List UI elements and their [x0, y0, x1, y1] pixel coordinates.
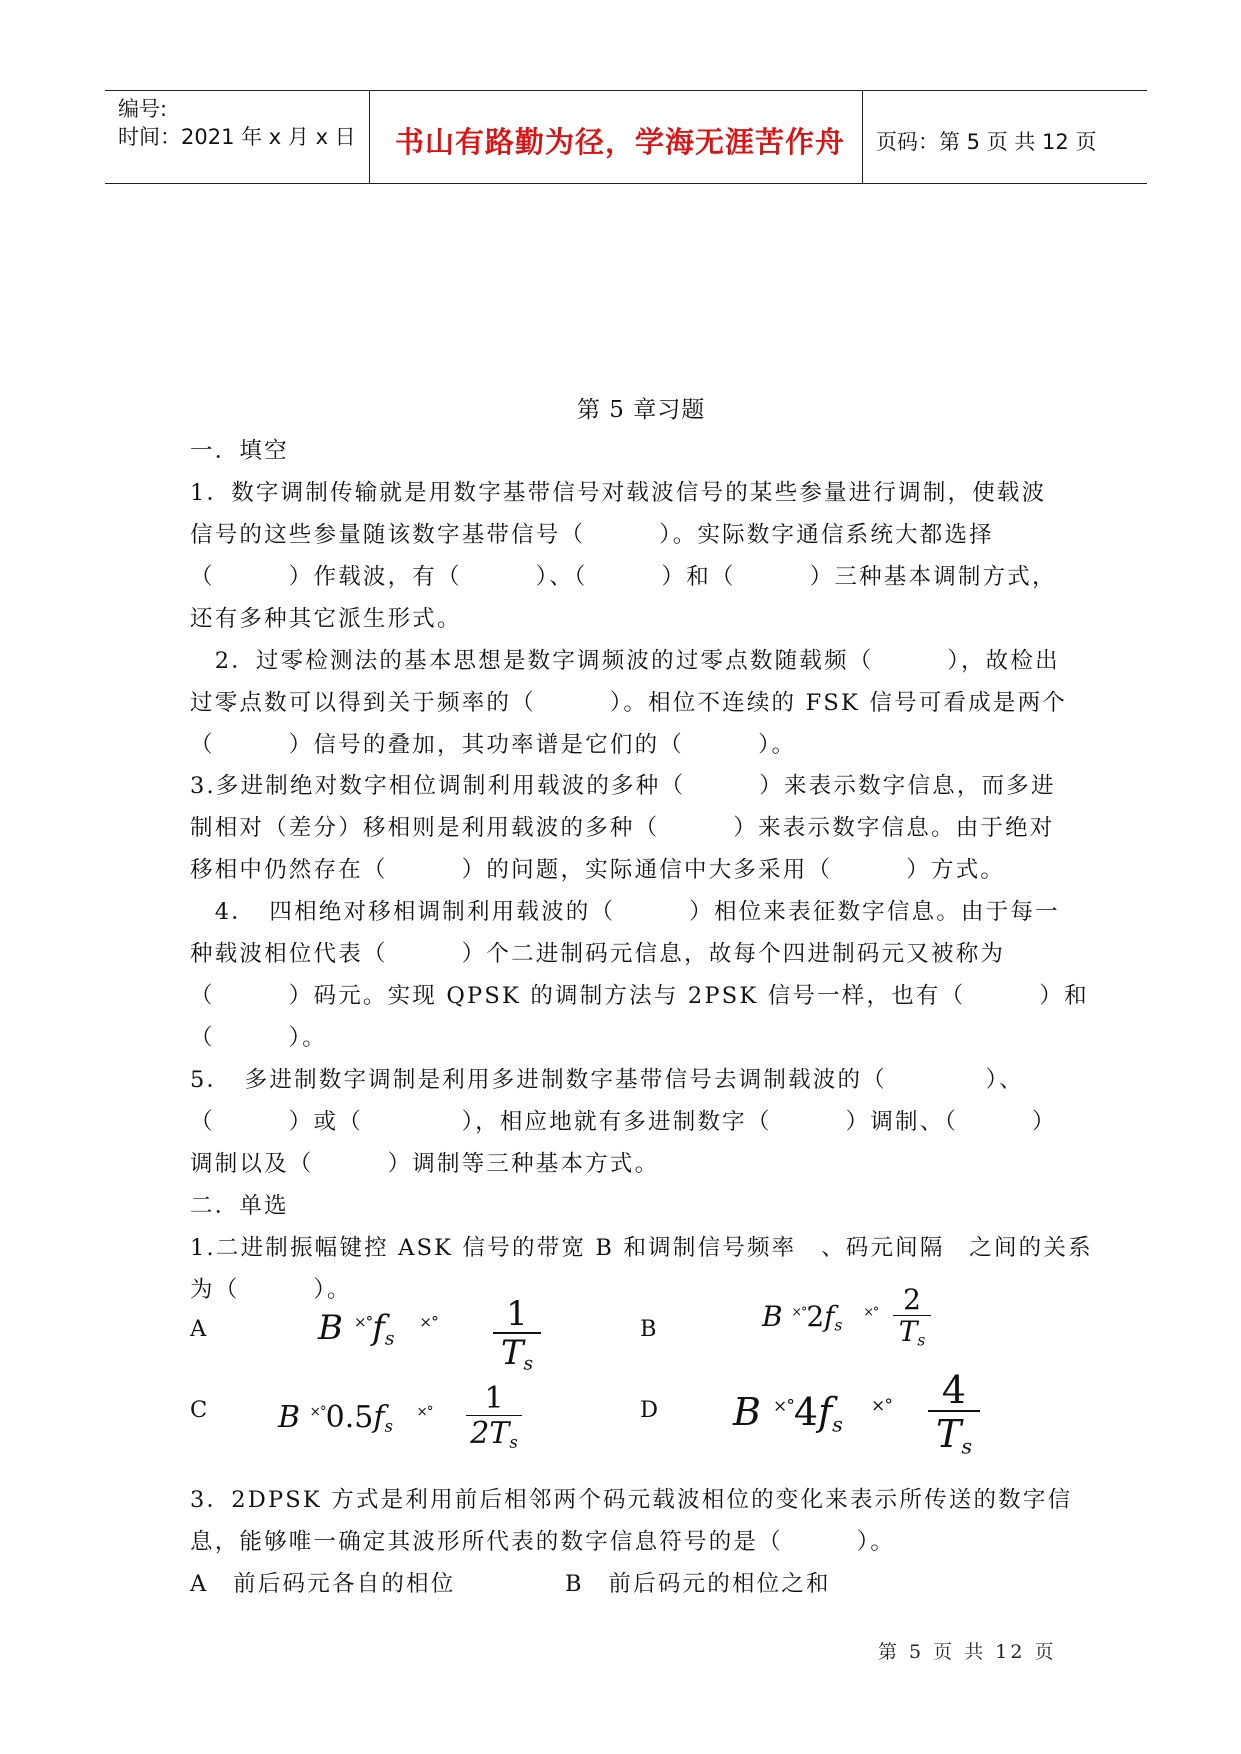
q3-option-a: A 前后码元各自的相位 — [190, 1571, 456, 1597]
fill-line: 还有多种其它派生形式。 — [190, 606, 462, 632]
denominator-sub: s — [917, 1331, 926, 1350]
page-footer: 第 5 页 共 12 页 — [878, 1641, 1057, 1663]
time-label: 时间：2021 年 x 月 x 日 — [118, 125, 356, 149]
formula-lhs: B — [762, 1300, 783, 1333]
formula-glyph: ×° — [309, 1404, 326, 1421]
fraction-denominator — [928, 1412, 980, 1468]
formula-glyph: ×° — [419, 1312, 438, 1331]
formula-sub: s — [832, 1412, 843, 1437]
fraction-numerator: 1 — [506, 1294, 528, 1334]
formula-glyph: ×° — [773, 1396, 794, 1417]
fraction-denominator — [893, 1316, 931, 1357]
formula-coef: 2 — [806, 1300, 825, 1333]
fraction-denominator — [466, 1416, 522, 1461]
section2-heading: 二．单选 — [190, 1193, 289, 1219]
denominator-symbol: T — [500, 1333, 524, 1373]
option-c-fraction — [466, 1383, 522, 1461]
q1-line: 1.二进制振幅键控 ASK 信号的带宽 B 和调制信号频率 、码元间隔 之间的关系 — [190, 1235, 1093, 1261]
page-title: 第 5 章习题 — [577, 397, 706, 423]
formula-glyph: ×° — [416, 1404, 433, 1421]
q3-line: 息，能够唯一确定其波形所代表的数字信息符号的是（ ）。 — [190, 1529, 896, 1555]
header-bottom-border — [105, 183, 1147, 184]
fill-line: 4． 四相绝对移相调制利用载波的（ ）相位来表征数字信息。由于每一 — [190, 899, 1060, 925]
formula-coef: 4 — [793, 1390, 819, 1434]
page-code: 页码：第 5 页 共 12 页 — [876, 130, 1097, 154]
denominator-symbol: 2T — [470, 1416, 510, 1451]
denominator-sub: s — [509, 1432, 518, 1452]
formula-sub: s — [834, 1316, 843, 1335]
option-d-label: D — [640, 1397, 661, 1423]
option-a-fraction — [493, 1296, 541, 1384]
fill-line: （ ）或（ ），相应地就有多进制数字（ ）调制、（ ） — [190, 1109, 1057, 1135]
fill-line: （ ）。 — [190, 1025, 327, 1051]
option-d-formula — [733, 1390, 892, 1436]
option-d-fraction — [928, 1370, 980, 1468]
formula-glyph: ×° — [791, 1303, 807, 1319]
formula-glyph: ×° — [353, 1312, 373, 1331]
header-divider-left — [369, 91, 370, 184]
option-b-fraction — [893, 1285, 931, 1357]
formula-sub: s — [384, 1416, 393, 1436]
formula-glyph: ×° — [871, 1396, 892, 1417]
formula-lhs: B — [733, 1390, 761, 1434]
header-divider-right — [862, 91, 863, 184]
fill-line: 过零点数可以得到关于频率的（ ）。相位不连续的 FSK 信号可看成是两个 — [190, 690, 1067, 716]
option-c-formula — [278, 1400, 433, 1436]
q1-line: 为（ ）。 — [190, 1277, 352, 1303]
formula-mid: f — [818, 1390, 833, 1434]
denominator-symbol: T — [935, 1412, 962, 1456]
fill-line: 5． 多进制数字调制是利用多进制数字基带信号去调制载波的（ ）、 — [190, 1067, 1024, 1093]
denominator-symbol: T — [898, 1315, 918, 1348]
formula-mid: f — [372, 1308, 385, 1348]
option-a-label: A — [190, 1316, 209, 1342]
fill-line: 信号的这些参量随该数字基带信号（ ）。实际数字通信系统大都选择 — [190, 522, 994, 548]
q3-option-b: B 前后码元的相位之和 — [565, 1571, 831, 1597]
fill-line: 种载波相位代表（ ）个二进制码元信息，故每个四进制码元又被称为 — [190, 941, 1006, 967]
formula-mid: f — [824, 1300, 835, 1333]
denominator-sub: s — [961, 1434, 973, 1459]
formula-mid: f — [373, 1400, 385, 1435]
fill-line: 2．过零检测法的基本思想是数字调频波的过零点数随载频（ ），故检出 — [190, 648, 1060, 674]
section1-heading: 一．填空 — [190, 438, 289, 464]
formula-lhs: B — [318, 1308, 343, 1348]
option-b-label: B — [640, 1316, 659, 1342]
header-top-border — [105, 90, 1147, 91]
denominator-sub: s — [523, 1353, 534, 1375]
fill-line: 制相对（差分）移相则是利用载波的多种（ ）来表示数字信息。由于绝对 — [190, 815, 1055, 841]
serial-label: 编号: — [118, 97, 168, 121]
fraction-numerator: 1 — [484, 1381, 504, 1416]
formula-lhs: B — [278, 1400, 301, 1435]
fill-line: 1．数字调制传输就是用数字基带信号对载波信号的某些参量进行调制，使载波 — [190, 480, 1047, 506]
formula-coef: 0.5 — [325, 1400, 374, 1435]
fill-line: 移相中仍然存在（ ）的问题，实际通信中大多采用（ ）方式。 — [190, 857, 1006, 883]
fill-line: （ ）信号的叠加，其功率谱是它们的（ ）。 — [190, 732, 797, 758]
motto: 书山有路勤为径，学海无涯苦作舟 — [395, 125, 846, 159]
formula-sub: s — [384, 1328, 395, 1350]
fill-line: 3.多进制绝对数字相位调制利用载波的多种（ ）来表示数字信息，而多进 — [190, 773, 1056, 799]
fraction-numerator: 2 — [903, 1283, 921, 1316]
option-c-label: C — [190, 1397, 210, 1423]
option-b-formula — [762, 1300, 878, 1335]
formula-glyph: ×° — [863, 1303, 879, 1319]
fraction-denominator — [493, 1334, 541, 1384]
fraction-numerator: 4 — [941, 1368, 967, 1412]
fill-line: （ ）作载波，有（ ）、（ ）和（ ）三种基本调制方式， — [190, 564, 1057, 590]
fill-line: （ ）码元。实现 QPSK 的调制方法与 2PSK 信号一样，也有（ ）和 — [190, 983, 1089, 1009]
fill-line: 调制以及（ ）调制等三种基本方式。 — [190, 1151, 660, 1177]
q3-line: 3．2DPSK 方式是利用前后相邻两个码元载波相位的变化来表示所传送的数字信 — [190, 1487, 1073, 1513]
option-a-formula — [318, 1308, 438, 1350]
